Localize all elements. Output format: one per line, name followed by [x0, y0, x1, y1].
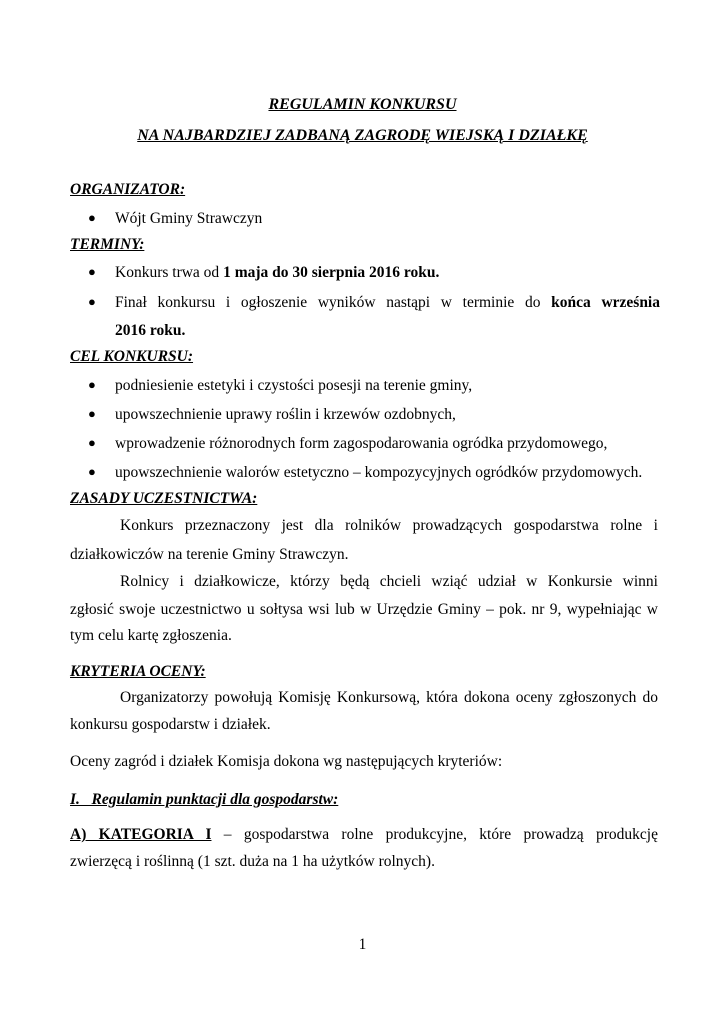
kategoria-label: A) KATEGORIA I [70, 826, 212, 843]
paragraph-line: Konkurs przeznaczony jest dla rolników prowadzących gospodarstwa rolne i [120, 517, 658, 534]
title-line-1: REGULAMIN KONKURSU [268, 96, 457, 113]
paragraph-line: zwierzęcą i roślinną (1 szt. duża na 1 ha użytków rolnych). [70, 853, 435, 870]
title-line-2: NA NAJBARDZIEJ ZADBANĄ ZAGRODĘ WIEJSKĄ I DZIAŁKĘ [137, 127, 588, 144]
termin-year: 2016 roku. [115, 322, 186, 339]
paragraph-line: Rolnicy i działkowicze, którzy będą chcieli wziąć udział w Konkursie winni [120, 573, 658, 590]
bullet-icon: ● [88, 435, 96, 450]
paragraph-line: zgłosić swoje uczestnictwo u sołtysa wsi lub w Urzędzie Gminy – pok. nr 9, wypełniając w [70, 601, 658, 618]
paragraph-line: tym celu kartę zgłoszenia. [70, 627, 232, 644]
paragraph-line: A) KATEGORIA I – gospodarstwa rolne produkcyjne, które prowadzą produkcję [70, 826, 658, 843]
bullet-icon: ● [88, 406, 96, 421]
heading-organizator: ORGANIZATOR: [70, 181, 186, 198]
document-page: REGULAMIN KONKURSU NA NAJBARDZIEJ ZADBANĄ ZAGRODĘ WIEJSKĄ I DZIAŁKĘ ORGANIZATOR: ● Wójt Gminy Strawczyn TERMINY: ● Konkurs trwa od 1 maja do 30 sierpnia 2016 roku. ● Finał konkursu i ogłoszenie wyników nastąpi w terminie do końca września 2016 roku. CEL KONKURSU: ● podniesienie estetyki i czystości posesji na terenie gminy, ● upowszechnienie uprawy roślin i krzewów ozdobnych, ● wprowadzenie różnorodnych form zagospodarowania ogródka przydomowego, ● upowszechnienie walorów estetyczno – kompozycyjnych ogródków przydomowych. ZASADY UCZESTNICTWA: Konkurs przeznaczony jest dla rolników prowadzących gospodarstwa rolne i działkowiczów na terenie Gminy Strawczyn. Rolnicy i działkowicze, którzy będą chcieli wziąć udział w Konkursie winni zgłosić swoje uczestnictwo u sołtysa wsi lub w Urzędzie Gminy – pok. nr 9, wypełniając w tym celu kartę zgłoszenia. KRYTERIA OCENY: Organizatorzy powołują Komisję Konkursową, która dokona oceny zgłoszonych do konkursu gospodarstw i działek. Oceny zagród i działek Komisja dokona wg następujących kryteriów: I. Regulamin punktacji dla gospodarstw: A) KATEGORIA I – gospodarstwa rolne produkcyjne, które prowadzą produkcję zwierzęcą i roślinną (1 szt. duża na 1 ha użytków rolnych). 1 [0, 0, 725, 1024]
bullet-icon: ● [88, 464, 96, 479]
heading-kryteria-oceny: KRYTERIA OCENY: [70, 663, 206, 680]
paragraph-line: konkursu gospodarstw i działek. [70, 716, 271, 733]
paragraph-line: działkowiczów na terenie Gminy Strawczyn. [70, 546, 349, 563]
bullet-icon: ● [88, 264, 96, 279]
heading-terminy: TERMINY: [70, 236, 145, 253]
heading-regulamin-punktacji: I. Regulamin punktacji dla gospodarstw: [70, 791, 339, 808]
bullet-icon: ● [88, 210, 96, 225]
heading-cel-konkursu: CEL KONKURSU: [70, 348, 194, 365]
bullet-icon: ● [88, 294, 96, 309]
paragraph-line: Organizatorzy powołują Komisję Konkursową, która dokona oceny zgłoszonych do [120, 689, 658, 706]
bullet-icon: ● [88, 377, 96, 392]
page-number: 1 [358, 936, 367, 953]
heading-zasady-uczestnictwa: ZASADY UCZESTNICTWA: [70, 490, 258, 507]
paragraph-line: Oceny zagród i działek Komisja dokona wg następujących kryteriów: [70, 753, 503, 770]
